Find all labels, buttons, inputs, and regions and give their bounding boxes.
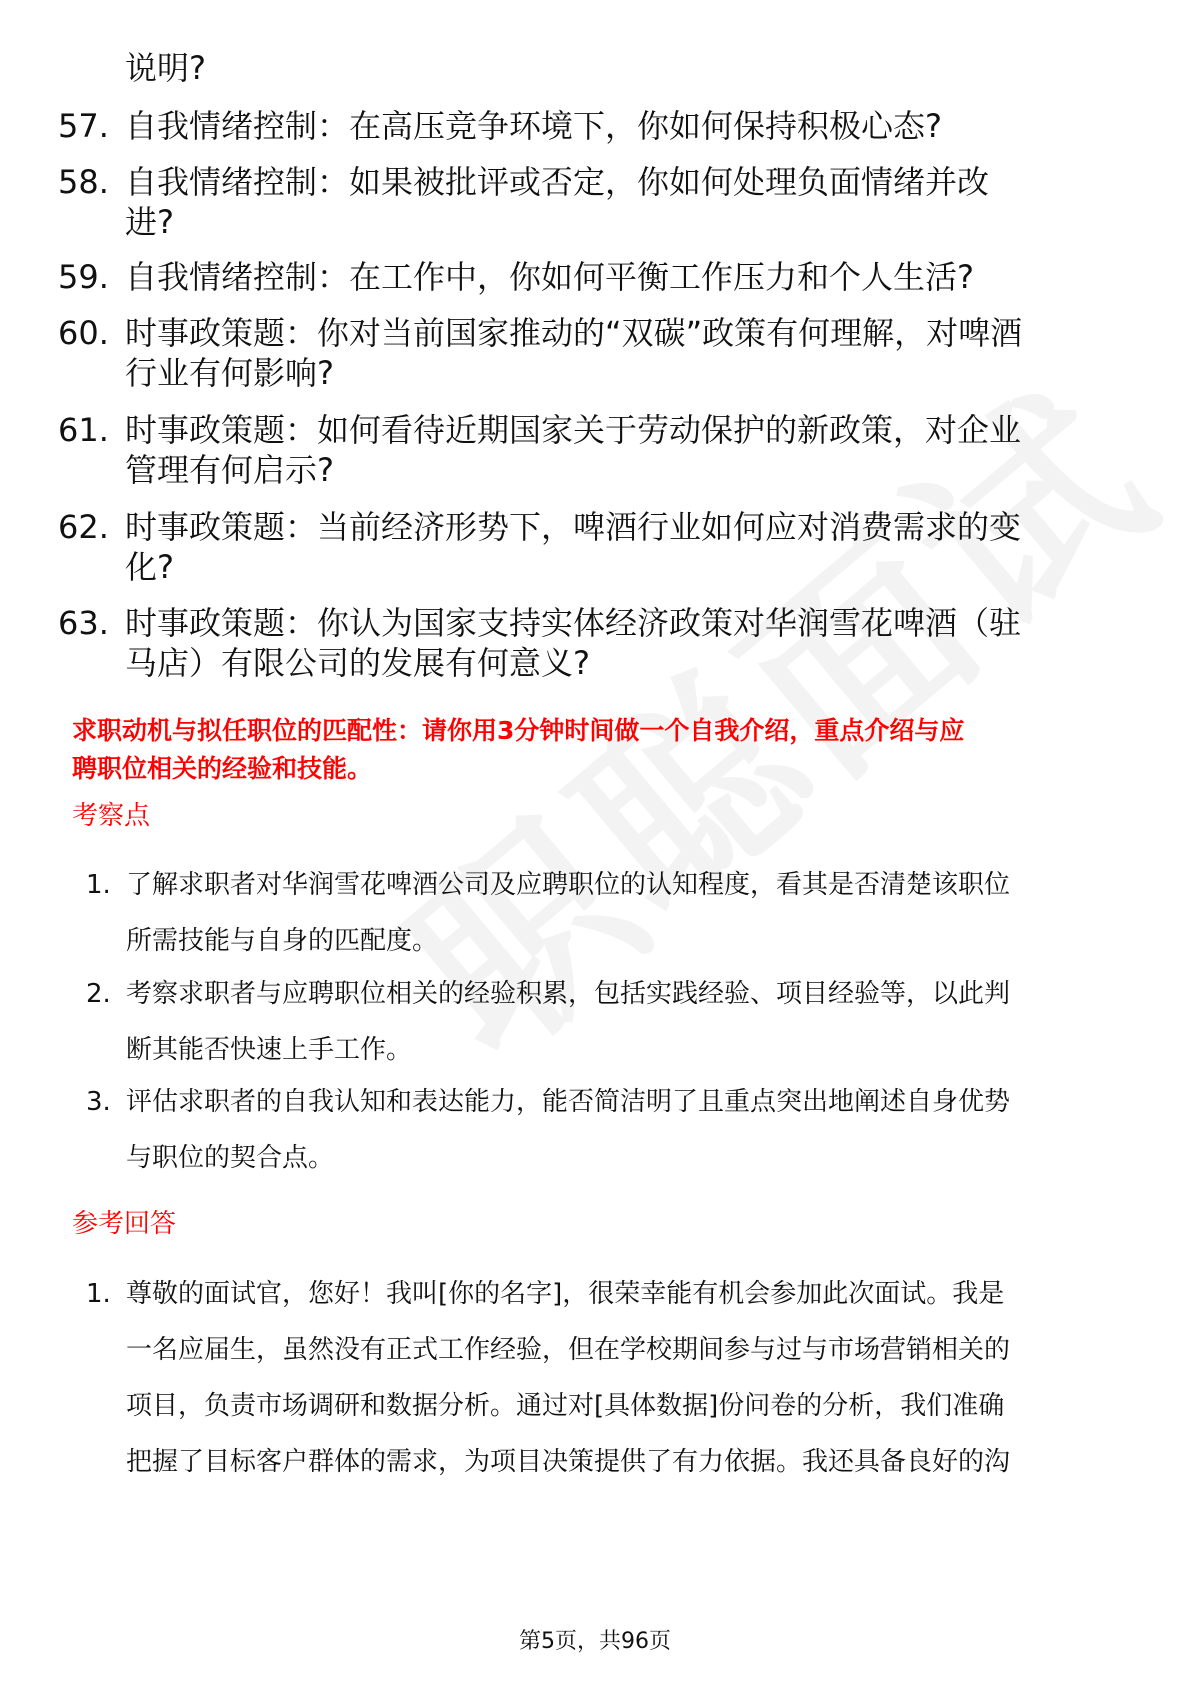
question-text: 自我情绪控制：在工作中，你如何平衡工作压力和个人生活? — [125, 258, 974, 296]
answer-heading: 参考回答 — [72, 1209, 177, 1239]
question-text: 自我情绪控制：如果被批评或否定，你如何处理负面情绪并改 进? — [125, 163, 990, 241]
answer-item-number: 1. — [86, 1279, 111, 1309]
focus-item-text: 评估求职者的自我认知和表达能力，能否简洁明了且重点突出地阐述自身优势 与职位的契合点。 — [126, 1087, 1011, 1173]
section-title: 求职动机与拟任职位的匹配性：请你用3分钟时间做一个自我介绍，重点介绍与应 聘职位相关的经验和技能。 — [72, 716, 965, 783]
question-text: 自我情绪控制：在高压竞争环境下，你如何保持积极心态? — [125, 107, 942, 145]
question-number: 60. — [58, 314, 109, 352]
question-text: 时事政策题：你认为国家支持实体经济政策对华润雪花啤酒（驻 马店）有限公司的发展有何意义? — [125, 604, 1022, 682]
focus-heading: 考察点 — [72, 801, 151, 831]
question-text: 时事政策题：如何看待近期国家关于劳动保护的新政策，对企业 管理有何启示? — [125, 411, 1022, 489]
question-text: 说明? — [125, 49, 206, 87]
question-number: 58. — [58, 163, 109, 201]
question-text: 时事政策题：你对当前国家推动的“双碳”政策有何理解，对啤酒 行业有何影响? — [125, 314, 1023, 392]
question-text: 时事政策题：当前经济形势下，啤酒行业如何应对消费需求的变 化? — [125, 508, 1022, 586]
focus-item-number: 2. — [86, 979, 111, 1009]
focus-item-text: 考察求职者与应聘职位相关的经验积累，包括实践经验、项目经验等，以此判 断其能否快速上手工作。 — [126, 979, 1011, 1065]
page-footer: 第5页，共96页 — [519, 1629, 671, 1654]
question-number: 63. — [58, 604, 109, 642]
focus-item-text: 了解求职者对华润雪花啤酒公司及应聘职位的认知程度，看其是否清楚该职位 所需技能与自身的匹配度。 — [126, 870, 1011, 956]
focus-item-number: 3. — [86, 1087, 111, 1117]
question-number: 61. — [58, 411, 109, 449]
answer-item-text: 尊敬的面试官，您好！我叫[你的名字]，很荣幸能有机会参加此次面试。我是 一名应届生，虽然没有正式工作经验，但在学校期间参与过与市场营销相关的 项目，负责市场调研和数据分析。通过对[具体数据]份问卷的分析，我们准确 把握了目标客户群体的需求，为项目决策提供了有力依据。我还具备良好的沟 — [126, 1279, 1011, 1477]
question-number: 57. — [58, 107, 109, 145]
question-number: 62. — [58, 508, 109, 546]
focus-item-number: 1. — [86, 870, 111, 900]
question-number: 59. — [58, 258, 109, 296]
